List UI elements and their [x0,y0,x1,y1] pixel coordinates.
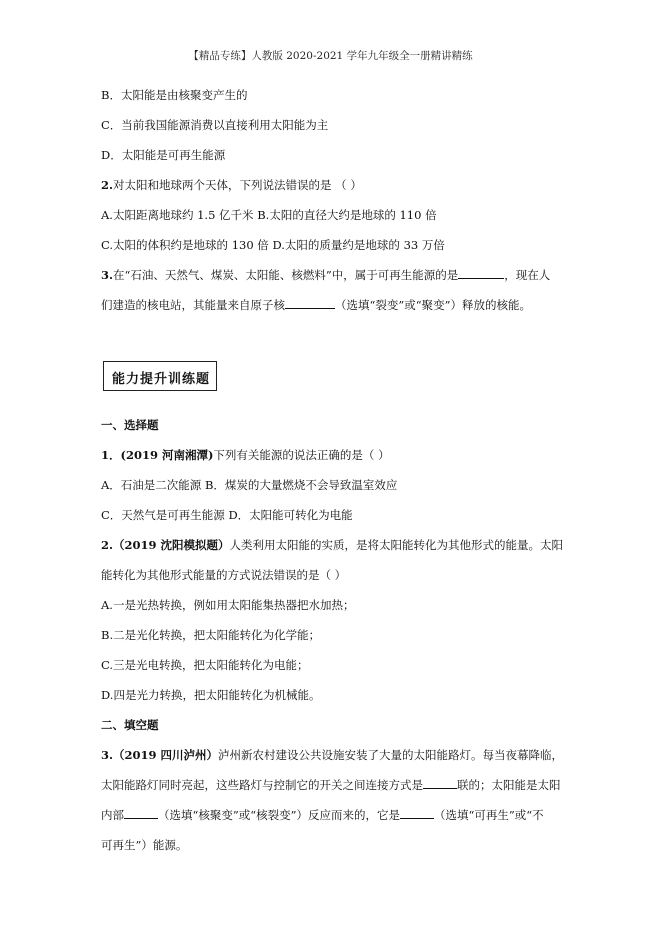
question-number: 3. [101,748,114,762]
answer-blank [458,267,504,279]
question-text: 们建造的核电站，其能量来自原子核 [101,298,285,312]
question-source: （2019 沈阳模拟题） [113,538,230,552]
question-text: 在“石油、天然气、煤炭、太阳能、核燃料”中，属于可再生能源的是 [113,268,459,282]
option-c: C．当前我国能源消费以直接利用太阳能为主 [101,118,329,132]
question-text: （选填“裂变”或“聚变”）释放的核能。 [335,298,532,312]
question-2b [101,537,563,553]
question-2-options-cd: C.太阳的体积约是地球的 130 倍 D.太阳的质量约是地球的 33 万倍 [101,238,445,252]
question-text: ，现在人 [504,268,551,282]
question-text: 泸州新农村建设公共设施安装了大量的太阳能路灯。每当夜幕降临， [218,748,564,762]
question-source: （2019 四川泸州） [113,748,219,762]
question-source: (2019 河南湘潭) [120,448,214,462]
question-text: 太阳能路灯同时亮起，这些路灯与控制它的开关之间连接方式是 [101,778,423,792]
question-2-options-ab: A.太阳距离地球约 1.5 亿千米 B.太阳的直径大约是地球的 110 倍 [101,208,437,222]
question-number: 3. [101,268,114,282]
question-text: 下列有关能源的说法正确的是（ ） [213,448,390,462]
heading-choice: 一、选择题 [101,418,159,432]
question-text: 人类利用太阳能的实质，是将太阳能转化为其他形式的能量。太阳 [229,538,564,552]
section-title-box [103,361,217,391]
question-number: 2. [101,178,114,192]
page-header: 【精品专练】人教版 2020-2021 学年九年级全一册精讲精练 [188,50,473,62]
question-1-options-ab: A．石油是二次能源 B．煤炭的大量燃烧不会导致温室效应 [101,478,398,492]
question-3 [101,267,550,283]
question-number: 1． [101,448,121,462]
answer-blank [124,807,158,819]
question-3b-line-4: 可再生”）能源。 [101,838,188,852]
question-1 [101,447,390,463]
question-3b [101,747,563,763]
answer-blank [400,807,434,819]
question-text: （选填“可再生”或“不 [434,808,544,822]
question-2b-option-a: A.一是光热转换，例如用太阳能集热器把水加热； [101,598,355,612]
option-b: B．太阳能是由核聚变产生的 [101,88,248,102]
answer-blank [285,297,335,309]
question-2b-line-2: 能转化为其他形式能量的方式说法错误的是（ ） [101,568,347,582]
question-text: 对太阳和地球两个天体，下列说法错误的是 （ ） [113,178,362,192]
answer-blank [423,777,457,789]
question-2 [101,177,362,193]
section-title: 能力提升训练题 [112,372,211,387]
question-2b-option-c: C.三是光电转换，把太阳能转化为电能； [101,658,309,672]
question-3b-line-3 [101,807,544,823]
question-1-options-cd: C．天然气是可再生能源 D．太阳能可转化为电能 [101,508,353,522]
question-text: （选填“核聚变”或“核裂变”）反应而来的，它是 [158,808,401,822]
question-text: 内部 [101,808,124,822]
question-2b-option-d: D.四是光力转换，把太阳能转化为机械能。 [101,688,321,702]
option-d: D．太阳能是可再生能源 [101,148,226,162]
question-3b-line-2 [101,777,561,793]
question-number: 2. [101,538,114,552]
question-text: 联的；太阳能是太阳 [457,778,561,792]
question-3-line-2 [101,297,531,313]
heading-fill: 二、填空题 [101,718,159,732]
question-2b-option-b: B.二是光化转换，把太阳能转化为化学能； [101,628,321,642]
